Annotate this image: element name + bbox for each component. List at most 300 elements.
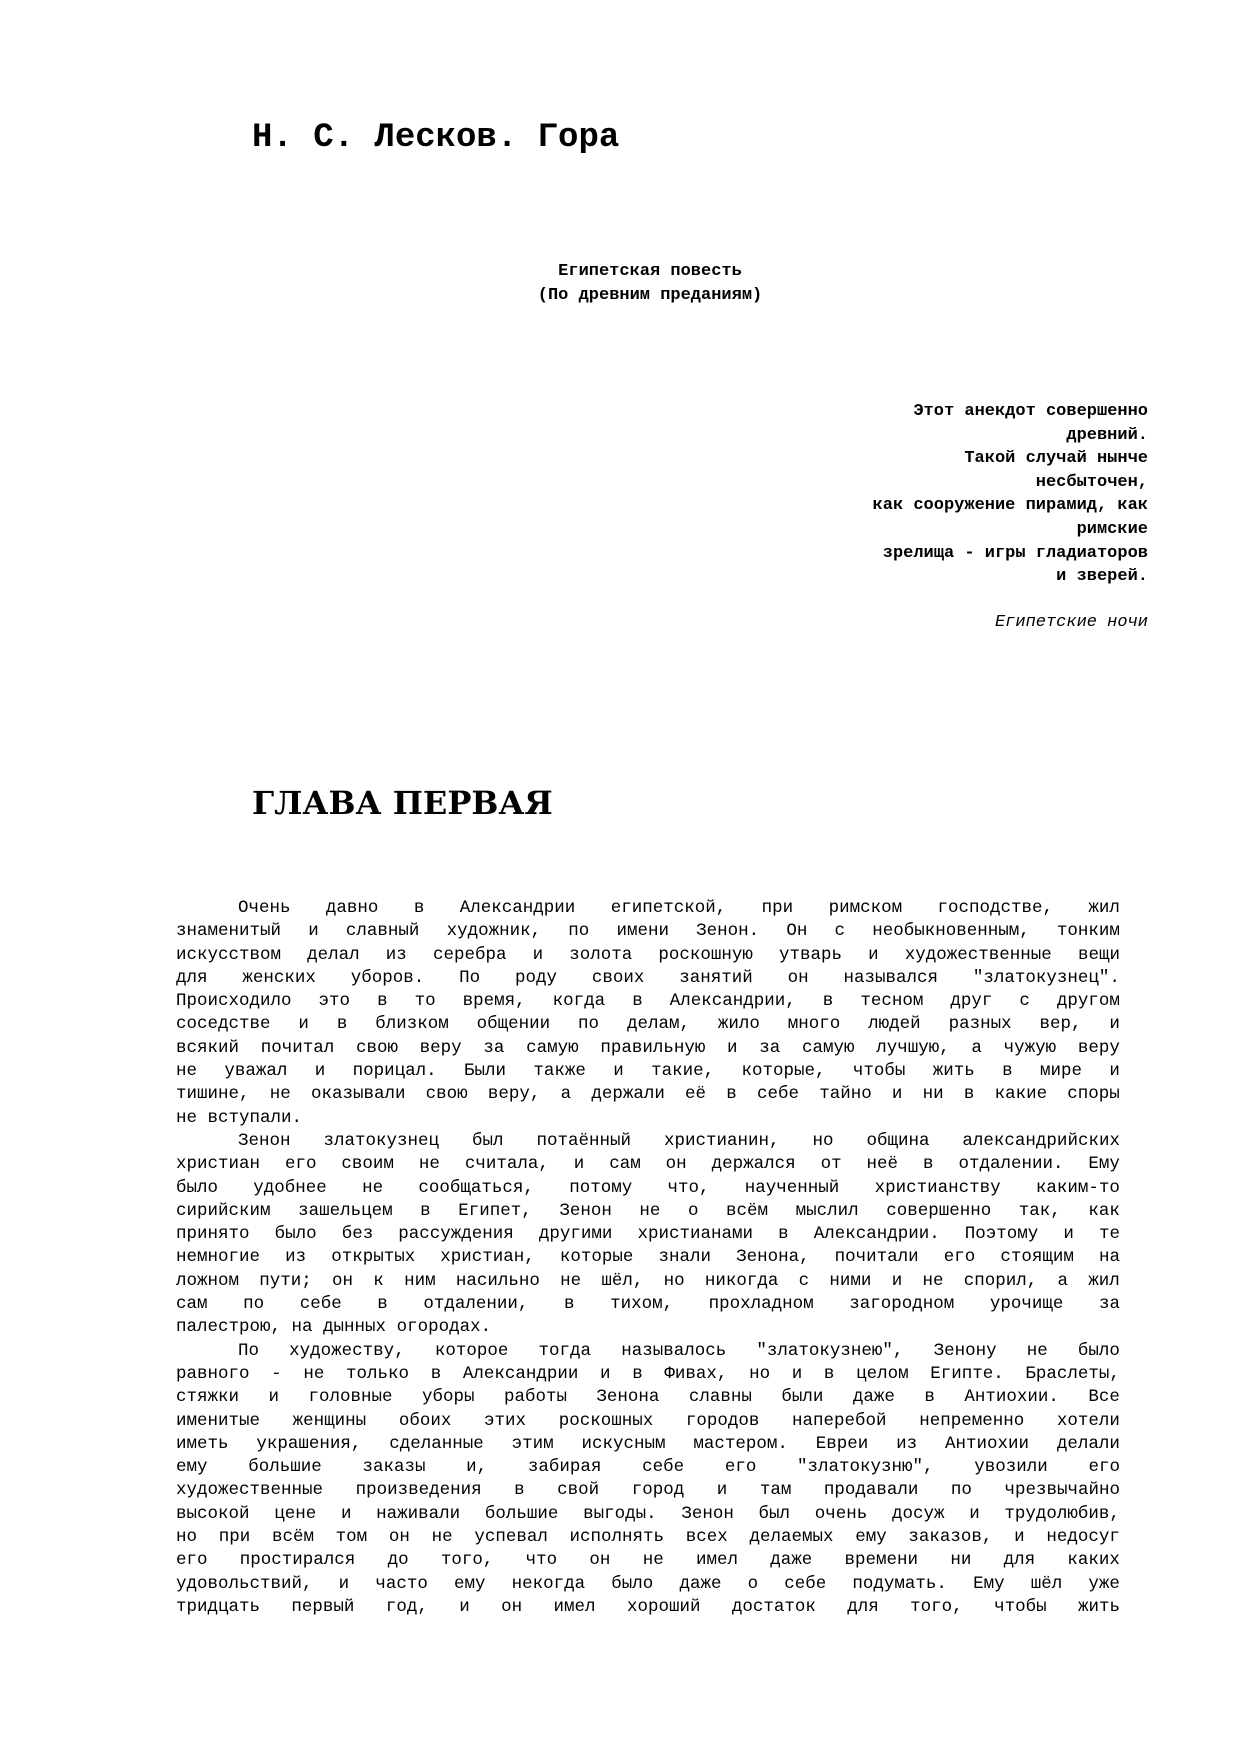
word: заказы (362, 1457, 426, 1478)
word: чтобы (994, 1596, 1047, 1617)
word: непременно (919, 1410, 1025, 1431)
word: некогда (511, 1573, 586, 1594)
word: правильную (600, 1037, 706, 1058)
word: не (269, 1084, 291, 1105)
word: головные (308, 1387, 393, 1408)
word: Александрии (459, 898, 576, 918)
word: было (274, 1224, 317, 1245)
word: выгоды. (583, 1503, 657, 1524)
word: стоящим (1000, 1247, 1074, 1268)
word: целом (856, 1363, 909, 1384)
word: не (1026, 1340, 1048, 1361)
word: обоих (398, 1410, 452, 1431)
word: златокузнец (323, 1130, 440, 1151)
word: не (362, 1177, 384, 1198)
word: отдалении. (958, 1154, 1064, 1175)
document-title: Н. С. Лесков. Гора (252, 119, 620, 157)
word: были (781, 1387, 824, 1408)
word: в (377, 1294, 388, 1315)
word: украшения, (256, 1433, 362, 1454)
word: Александрии (462, 1363, 579, 1384)
word: всём (271, 1527, 314, 1548)
word: загородном (849, 1294, 955, 1315)
word: тайно (819, 1084, 872, 1105)
word: но (176, 1527, 198, 1548)
word: чтобы (852, 1061, 906, 1082)
word: другими (538, 1224, 613, 1245)
word: пути; (259, 1270, 312, 1291)
word: за (1098, 1294, 1120, 1315)
word: был (758, 1503, 791, 1524)
word: знаменитый (176, 921, 282, 942)
word: и (791, 1363, 803, 1384)
word: Зенон (559, 1200, 612, 1221)
word: того, (440, 1550, 494, 1571)
word: и (314, 1061, 326, 1082)
word: всякий (176, 1037, 240, 1058)
word: в (632, 991, 643, 1012)
word: ложном (176, 1270, 240, 1291)
word: цене (274, 1503, 317, 1524)
word: только (346, 1363, 410, 1384)
word: за (759, 1037, 781, 1058)
word: рассуждения (398, 1224, 514, 1245)
word: там (759, 1480, 792, 1501)
word: досуж (891, 1503, 945, 1524)
word: и (969, 1503, 980, 1524)
word: считала, (464, 1154, 549, 1175)
word: тихом, (610, 1294, 674, 1315)
word: Зенон (681, 1503, 734, 1524)
word: сам (176, 1294, 208, 1315)
word: по (568, 921, 590, 942)
word: это (318, 991, 351, 1012)
word: каким-то (1035, 1177, 1120, 1198)
epigraph-source: Египетские ночи (994, 613, 1148, 632)
word: и (340, 1503, 352, 1524)
word: при (761, 898, 794, 918)
word: почитал (260, 1037, 335, 1058)
word: такие, (651, 1061, 715, 1082)
word: и (1014, 1527, 1025, 1548)
word: христианству (874, 1177, 1001, 1198)
word: наученный (744, 1177, 840, 1198)
body-text (176, 897, 1120, 1619)
word: не (922, 1270, 944, 1291)
word: исполнять (569, 1527, 665, 1548)
word: "златокузнею", (756, 1340, 904, 1361)
word: необыкновенным, (872, 921, 1030, 942)
word: и (532, 944, 544, 965)
word: что (525, 1550, 558, 1571)
word: соседстве (176, 1014, 271, 1035)
word: женщины (292, 1410, 367, 1431)
word: тогда (538, 1340, 592, 1361)
word: на (291, 1317, 313, 1338)
word: художественные (176, 1480, 324, 1501)
paragraph-line (176, 1456, 1120, 1479)
word: Ему (973, 1573, 1005, 1594)
word: александрийских (962, 1130, 1120, 1151)
paragraph-line (176, 897, 1120, 920)
word: но (663, 1270, 685, 1291)
word: также (533, 1061, 586, 1082)
word: Очень (238, 898, 291, 918)
word: не (560, 1270, 582, 1291)
word: в (822, 991, 834, 1012)
word: в (823, 1363, 835, 1384)
word: Антиохии. (964, 1387, 1059, 1408)
paragraph-line (176, 944, 1120, 967)
word: так, (1018, 1200, 1061, 1221)
word: в (1002, 1061, 1013, 1082)
word: делали (1056, 1433, 1120, 1454)
word: и (716, 1480, 728, 1501)
word: римском (828, 898, 903, 918)
word: мастером. (693, 1433, 788, 1454)
epigraph-line: как сооружение пирамид, как (872, 496, 1148, 516)
word: своих (591, 967, 645, 988)
paragraph-line (176, 1433, 1120, 1456)
word: Были (464, 1061, 507, 1082)
word: давно (325, 898, 379, 918)
word: без (341, 1224, 374, 1245)
word: часто (375, 1573, 428, 1594)
word: за (483, 1037, 505, 1058)
word: спорил, (963, 1270, 1038, 1291)
word: вещи (1077, 944, 1120, 965)
word: христиан (176, 1154, 261, 1175)
word: совершенно (886, 1200, 992, 1221)
word: том (335, 1527, 368, 1548)
word: веру (419, 1037, 462, 1058)
word: делаемых (749, 1527, 834, 1548)
paragraph-line (176, 1270, 1120, 1293)
word: было (611, 1573, 654, 1594)
word: "златокузню", (797, 1457, 934, 1478)
word: и (1109, 1014, 1120, 1035)
word: его (1088, 1457, 1120, 1478)
word: друг (950, 991, 993, 1012)
word: община (866, 1130, 930, 1151)
epigraph-line: римские (1076, 519, 1148, 539)
word: наперебой (792, 1410, 887, 1431)
word: что, (667, 1177, 710, 1198)
word: простирался (239, 1550, 356, 1571)
paragraph-line (176, 1153, 1120, 1176)
word: веру (1077, 1037, 1120, 1058)
word: Египет, (458, 1200, 532, 1221)
word: мире (1040, 1061, 1083, 1082)
word: из (285, 1247, 307, 1268)
word: делал (307, 944, 360, 965)
word: тридцать (176, 1596, 261, 1617)
word: серебра (432, 944, 507, 965)
word: порицал. (352, 1061, 437, 1082)
word: делам, (626, 1014, 690, 1035)
word: наживали (376, 1503, 461, 1524)
word: знали (658, 1247, 711, 1268)
paragraph-line (176, 1130, 1120, 1153)
word: держали (591, 1084, 665, 1105)
word: но (749, 1363, 771, 1384)
word: и (613, 1061, 624, 1082)
epigraph (728, 400, 1148, 589)
paragraph-line (176, 1549, 1120, 1572)
word: по (243, 1294, 265, 1315)
word: Браслеты, (1025, 1363, 1120, 1384)
paragraph-line (176, 1573, 1120, 1596)
word: высокой (176, 1503, 250, 1524)
word: удовольствий, (176, 1573, 313, 1594)
word: самую (801, 1037, 855, 1058)
word: имел (553, 1596, 596, 1617)
word: для (847, 1596, 879, 1617)
word: никогда (704, 1270, 779, 1291)
word: открытых (331, 1247, 416, 1268)
word: город (631, 1480, 685, 1501)
word: даже (852, 1387, 895, 1408)
word: уборов. (350, 967, 425, 988)
paragraph-line (176, 1223, 1120, 1246)
word: Александрии, (669, 991, 796, 1012)
word: урочище (989, 1294, 1064, 1315)
word: потаённый (536, 1130, 631, 1151)
word: не (418, 1154, 440, 1175)
word: и (891, 1084, 903, 1105)
word: славный (345, 921, 420, 942)
word: в (632, 1363, 643, 1384)
word: шёл (1030, 1573, 1063, 1594)
word: шёл, (601, 1270, 644, 1291)
word: не (639, 1200, 661, 1221)
word: Антиохии (945, 1433, 1030, 1454)
word: как (1088, 1200, 1120, 1221)
word: вер, (1039, 1014, 1082, 1035)
word: золота (569, 944, 633, 965)
word: и (308, 921, 319, 942)
word: из (896, 1433, 918, 1454)
word: стяжки (176, 1387, 240, 1408)
word: жил (1088, 1270, 1120, 1291)
word: людей (868, 1014, 921, 1035)
paragraph-line (176, 1363, 1120, 1386)
word: себе (642, 1457, 685, 1478)
paragraph-line (176, 990, 1120, 1013)
word: разных (948, 1014, 1012, 1035)
word: и (868, 944, 879, 965)
word: себе (784, 1573, 827, 1594)
word: и (268, 1387, 279, 1408)
epigraph-line: несбыточен, (1035, 472, 1148, 492)
word: художеству, (289, 1340, 405, 1361)
word: Зенон (238, 1130, 291, 1151)
epigraph-line: древний. (1066, 425, 1148, 445)
paragraph (176, 897, 1120, 1130)
word: и (459, 1596, 470, 1617)
word: Египте. (930, 1363, 1004, 1384)
word: при (218, 1527, 251, 1548)
word: хороший (626, 1596, 701, 1617)
word: и (600, 1363, 611, 1384)
paragraph (176, 1130, 1120, 1340)
word: с (1019, 991, 1030, 1012)
word: общении (476, 1014, 551, 1035)
word: чужую (1003, 1037, 1057, 1058)
word: он (388, 1527, 410, 1548)
word: христианин, (663, 1130, 780, 1151)
paragraph-line (176, 1083, 1120, 1106)
word: славны (688, 1387, 752, 1408)
word: и (1109, 1061, 1120, 1082)
word: для (176, 967, 208, 988)
word: о (687, 1200, 699, 1221)
word: ни (922, 1084, 944, 1105)
word: до (387, 1550, 409, 1571)
word: потому (569, 1177, 633, 1198)
word: принято (176, 1224, 250, 1245)
word: не (176, 1107, 198, 1128)
word: произведения (355, 1480, 482, 1501)
word: роду (515, 967, 558, 988)
word: тесном (860, 991, 924, 1012)
word: в (778, 1224, 789, 1245)
word: его (176, 1550, 208, 1571)
word: с (798, 1270, 810, 1291)
word: в (924, 1387, 935, 1408)
paragraph-line (176, 1386, 1120, 1409)
paragraph-line (176, 1293, 1120, 1316)
word: почитали (834, 1247, 919, 1268)
subtitle-line: (По древним преданиям) (537, 286, 763, 305)
word: лучшую, (876, 1037, 950, 1058)
word: сделанные (389, 1433, 484, 1454)
word: в (963, 1084, 975, 1105)
word: он (589, 1550, 611, 1571)
word: в (336, 1014, 348, 1035)
word: забирая (527, 1457, 602, 1478)
word: которые, (741, 1061, 826, 1082)
subtitle (420, 260, 880, 308)
word: искусством (176, 944, 282, 965)
word: он (787, 967, 809, 988)
word: из (385, 944, 407, 965)
word: хотели (1056, 1410, 1120, 1431)
word: иметь (176, 1433, 229, 1454)
word: оказывали (310, 1084, 406, 1105)
word: свой (557, 1480, 600, 1501)
word: и (338, 1573, 350, 1594)
epigraph-line: Такой случай нынче (964, 449, 1148, 469)
word: продавали (823, 1480, 919, 1501)
word: увозили (974, 1457, 1048, 1478)
word: сирийским (176, 1200, 271, 1221)
word: даже (770, 1550, 813, 1571)
word: господстве, (937, 898, 1054, 918)
word: - (271, 1363, 282, 1384)
word: художественные (904, 944, 1052, 965)
word: прохладном (708, 1294, 814, 1315)
word: не (431, 1527, 453, 1548)
epigraph-line: зрелища - игры гладиаторов (882, 543, 1148, 563)
word: имел (695, 1550, 738, 1571)
word: всех (685, 1527, 728, 1548)
word: Александрии. (813, 1224, 940, 1245)
epigraph-line: Этот анекдот совершенно (913, 402, 1148, 421)
paragraph-line (176, 1013, 1120, 1036)
paragraph-line (176, 1200, 1120, 1223)
word: очень (814, 1503, 868, 1524)
word: о (747, 1573, 759, 1594)
word: даже (679, 1573, 722, 1594)
word: в (922, 1154, 934, 1175)
word: сообщаться, (418, 1177, 534, 1198)
word: заказов, (908, 1527, 993, 1548)
word: споры (1067, 1084, 1120, 1105)
word: большие (484, 1503, 559, 1524)
word: какие (994, 1084, 1048, 1105)
word: на (1098, 1247, 1120, 1268)
paragraph-line (176, 1246, 1120, 1269)
word: было (1077, 1340, 1120, 1361)
word: близком (375, 1014, 449, 1035)
word: Фивах, (664, 1363, 728, 1384)
word: не (303, 1363, 325, 1384)
word: чрезвычайно (1004, 1480, 1120, 1501)
word: христианами (637, 1224, 754, 1245)
word: ему (453, 1573, 486, 1594)
word: уважал (224, 1061, 288, 1082)
paragraph-line (176, 1060, 1120, 1083)
word: того, (910, 1596, 963, 1617)
word: времени (844, 1550, 919, 1571)
word: Он (786, 921, 808, 942)
word: равного (176, 1363, 250, 1384)
word: по (578, 1014, 600, 1035)
word: которые (559, 1247, 634, 1268)
word: по (950, 1480, 972, 1501)
word: своим (341, 1154, 394, 1175)
word: этим (511, 1433, 554, 1454)
word: мыслил (795, 1200, 859, 1221)
word: дынных (323, 1317, 387, 1338)
word: этих (484, 1410, 527, 1431)
word: тонким (1056, 921, 1120, 942)
word: другом (1056, 991, 1120, 1012)
word: вступали. (207, 1107, 303, 1128)
word: веру, (487, 1084, 541, 1105)
word: но (812, 1130, 834, 1151)
word: Все (1088, 1387, 1120, 1408)
word: в (413, 898, 425, 918)
word: занятий (679, 967, 753, 988)
paragraph-line (176, 1177, 1120, 1200)
word: и (727, 1037, 738, 1058)
word: а (971, 1037, 982, 1058)
word: было (176, 1177, 219, 1198)
word: По (238, 1340, 260, 1361)
paragraph-line (176, 1340, 1120, 1363)
word: Зенона, (736, 1247, 810, 1268)
word: ними (829, 1270, 872, 1291)
word: жило (717, 1014, 760, 1035)
word: самую (526, 1037, 579, 1058)
paragraph-line (176, 1037, 1120, 1060)
word: палестрою, (176, 1317, 282, 1338)
word: он (501, 1596, 523, 1617)
epigraph-line: и зверей. (1056, 567, 1148, 587)
word: в (420, 1200, 431, 1221)
